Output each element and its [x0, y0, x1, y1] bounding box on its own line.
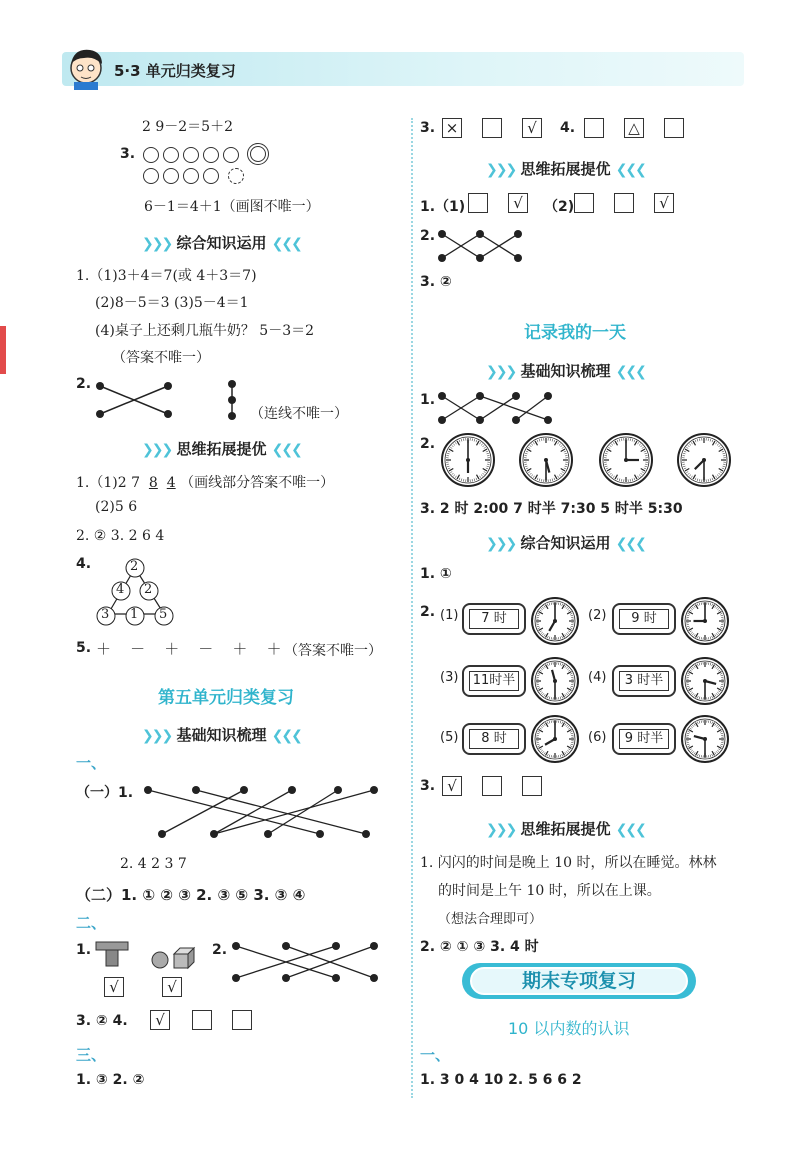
digital-clock — [462, 665, 526, 697]
s5-num: 5. — [76, 640, 92, 656]
er-matching-diagram — [228, 940, 380, 984]
yi-matching-diagram — [140, 782, 380, 842]
s5-operators — [96, 638, 281, 659]
tri-node: 4 — [116, 582, 125, 597]
dig-label: (4) — [588, 670, 607, 685]
left-line-1: 2 9－2＝5＋2 — [142, 119, 233, 135]
s1-text: 1.（1)2 7 — [76, 475, 140, 491]
analog-clock — [680, 656, 730, 706]
tri-node: 2 — [144, 582, 153, 597]
rs1-b: （2) — [544, 199, 575, 215]
check-box: √ — [442, 776, 462, 796]
rt1-c: （想法合理即可） — [438, 912, 543, 927]
part-er: 二、 — [76, 914, 107, 932]
empty-box — [232, 1010, 252, 1030]
empty-box — [482, 776, 502, 796]
column-divider — [411, 118, 413, 1098]
digital-time: 9 时半 — [619, 729, 669, 749]
yi-2: 2. 4 2 3 7 — [120, 856, 187, 872]
solid-shapes — [92, 938, 202, 974]
part-san: 三、 — [76, 1046, 107, 1064]
z2-matching-diagram — [90, 376, 250, 422]
rj3-line: 3. 2 时 2:00 7 时半 7:30 5 时半 5:30 — [420, 501, 683, 517]
digital-time: 9 时 — [619, 609, 669, 629]
circle — [143, 168, 159, 184]
section-siwei-right: ❯❯❯ 思维拓展提优 ❮❮❮ — [486, 160, 645, 178]
digital-time: 3 时半 — [619, 671, 669, 691]
digital-time: 11时半 — [469, 671, 519, 691]
dig-label: (5) — [440, 730, 459, 745]
final-review-banner: 期末专项复习 — [470, 967, 688, 995]
left-q3-equation: 6－1＝4＋1（画图不唯一） — [144, 199, 320, 215]
check-box: √ — [104, 977, 124, 997]
x-box: × — [442, 118, 462, 138]
op: ＋ — [266, 640, 282, 658]
empty-box — [482, 118, 502, 138]
op: ＋ — [96, 640, 112, 658]
er-1-num: 1. — [76, 942, 92, 958]
digital-clock — [462, 723, 526, 755]
op: － — [130, 640, 146, 658]
r4-num: 4. — [560, 120, 576, 136]
analog-clock — [530, 714, 580, 764]
s1-note: （画线部分答案不唯一） — [180, 475, 335, 491]
last-line: 1. 3 0 4 10 2. 5 6 6 2 — [420, 1072, 582, 1088]
check-box: √ — [508, 193, 528, 213]
header-title: 5·3 单元归类复习 — [114, 62, 236, 80]
check-box: √ — [162, 977, 182, 997]
s1-line-b: (2)5 6 — [95, 499, 138, 515]
section-jichu-right: ❯❯❯ 基础知识梳理 ❮❮❮ — [486, 362, 645, 380]
analog-clock — [440, 432, 496, 488]
triangle-box: △ — [624, 118, 644, 138]
part-er-sub: （二）1. ① ② ③ 2. ③ ⑤ 3. ③ ④ — [76, 886, 306, 904]
subsection-title: 10 以内数的认识 — [508, 1019, 630, 1038]
z1-line-c: (4)桌子上还剩几瓶牛奶？ 5－3＝2 — [95, 323, 315, 339]
margin-mark — [0, 326, 6, 374]
circle — [250, 146, 266, 162]
analog-clock — [530, 596, 580, 646]
circle — [163, 168, 179, 184]
s2-line: 2. ② 3. 2 6 4 — [76, 528, 165, 544]
digital-time: 8 时 — [469, 729, 519, 749]
op: － — [198, 640, 214, 658]
rj1-matching-diagram — [436, 390, 556, 426]
chapter-day-title: 记录我的一天 — [524, 323, 626, 343]
part-yi: 一、 — [76, 754, 107, 772]
check-box: √ — [654, 193, 674, 213]
s1-underlined-2: 4 — [166, 475, 176, 491]
tri-node: 3 — [101, 607, 110, 622]
op: ＋ — [232, 640, 248, 658]
chapter-5-title: 第五单元归类复习 — [158, 688, 294, 708]
rs2-num: 2. — [420, 228, 436, 244]
z1-line-d: （答案不唯一） — [112, 350, 210, 366]
analog-clock — [680, 714, 730, 764]
analog-clock — [530, 656, 580, 706]
circle — [143, 147, 159, 163]
section-zonghe-right: ❯❯❯ 综合知识运用 ❮❮❮ — [486, 534, 645, 552]
empty-box — [664, 118, 684, 138]
digital-clock — [612, 603, 676, 635]
tri-node: 1 — [130, 607, 139, 622]
section-siwei-left: ❯❯❯ 思维拓展提优 ❮❮❮ — [142, 440, 301, 458]
s1-underlined-1: 8 — [148, 475, 158, 491]
part-yi-right: 一、 — [420, 1046, 451, 1064]
er-3-4: 3. ② 4. — [76, 1013, 128, 1029]
circle — [203, 147, 219, 163]
rt1-a: 1. 闪闪的时间是晚上 10 时，所以在睡觉。林林 — [420, 855, 717, 871]
san-line: 1. ③ 2. ② — [76, 1072, 145, 1088]
digital-clock — [462, 603, 526, 635]
analog-clock — [680, 596, 730, 646]
rs2-matching-diagram — [436, 228, 526, 264]
z1-line-a: 1.（1)3＋4＝7(或 4＋3＝7) — [76, 268, 257, 284]
left-q3-num: 3. — [120, 146, 136, 162]
rz3-num: 3. — [420, 778, 436, 794]
s5-note: （答案不唯一） — [284, 643, 382, 659]
analog-clock — [676, 432, 732, 488]
z1-line-b: (2)8－5＝3 (3)5－4＝1 — [95, 295, 249, 311]
empty-box — [574, 193, 594, 213]
analog-clock — [518, 432, 574, 488]
tri-node: 2 — [130, 559, 139, 574]
rs1-num: 1.（1) — [420, 199, 466, 215]
analog-clock — [598, 432, 654, 488]
s1-line-a — [76, 472, 334, 492]
dig-label: (1) — [440, 608, 459, 623]
s4-num: 4. — [76, 556, 92, 572]
rj1-num: 1. — [420, 392, 436, 408]
circle — [203, 168, 219, 184]
empty-box — [614, 193, 634, 213]
circle — [183, 147, 199, 163]
rj2-num: 2. — [420, 436, 436, 452]
r3-num: 3. — [420, 120, 436, 136]
circle — [163, 147, 179, 163]
empty-box — [192, 1010, 212, 1030]
rt2: 2. ② ① ③ 3. 4 时 — [420, 939, 539, 955]
digital-clock — [612, 723, 676, 755]
check-box: √ — [522, 118, 542, 138]
part-yi-1: （一）1. — [76, 785, 134, 801]
dig-label: (2) — [588, 608, 607, 623]
section-zonghe: ❯❯❯ 综合知识运用 ❮❮❮ — [142, 234, 301, 252]
digital-clock — [612, 665, 676, 697]
dig-label: (6) — [588, 730, 607, 745]
empty-box — [584, 118, 604, 138]
rz2-num: 2. — [420, 604, 436, 620]
er-2-num: 2. — [212, 942, 228, 958]
circle-dashed — [228, 168, 244, 184]
section-siwei-right-2: ❯❯❯ 思维拓展提优 ❮❮❮ — [486, 820, 645, 838]
z2-note: （连线不唯一） — [250, 406, 348, 422]
digital-time: 7 时 — [469, 609, 519, 629]
rt1-b: 的时间是上午 10 时，所以在上课。 — [438, 883, 661, 899]
circle — [223, 147, 239, 163]
rz1: 1. ① — [420, 566, 452, 582]
check-box: √ — [150, 1010, 170, 1030]
dig-label: (3) — [440, 670, 459, 685]
tri-node: 5 — [159, 607, 168, 622]
z2-num: 2. — [76, 376, 92, 392]
section-jichu-left: ❯❯❯ 基础知识梳理 ❮❮❮ — [142, 726, 301, 744]
mascot-icon — [64, 44, 110, 90]
op: ＋ — [164, 640, 180, 658]
empty-box — [468, 193, 488, 213]
circle — [183, 168, 199, 184]
rs3: 3. ② — [420, 274, 452, 290]
empty-box — [522, 776, 542, 796]
